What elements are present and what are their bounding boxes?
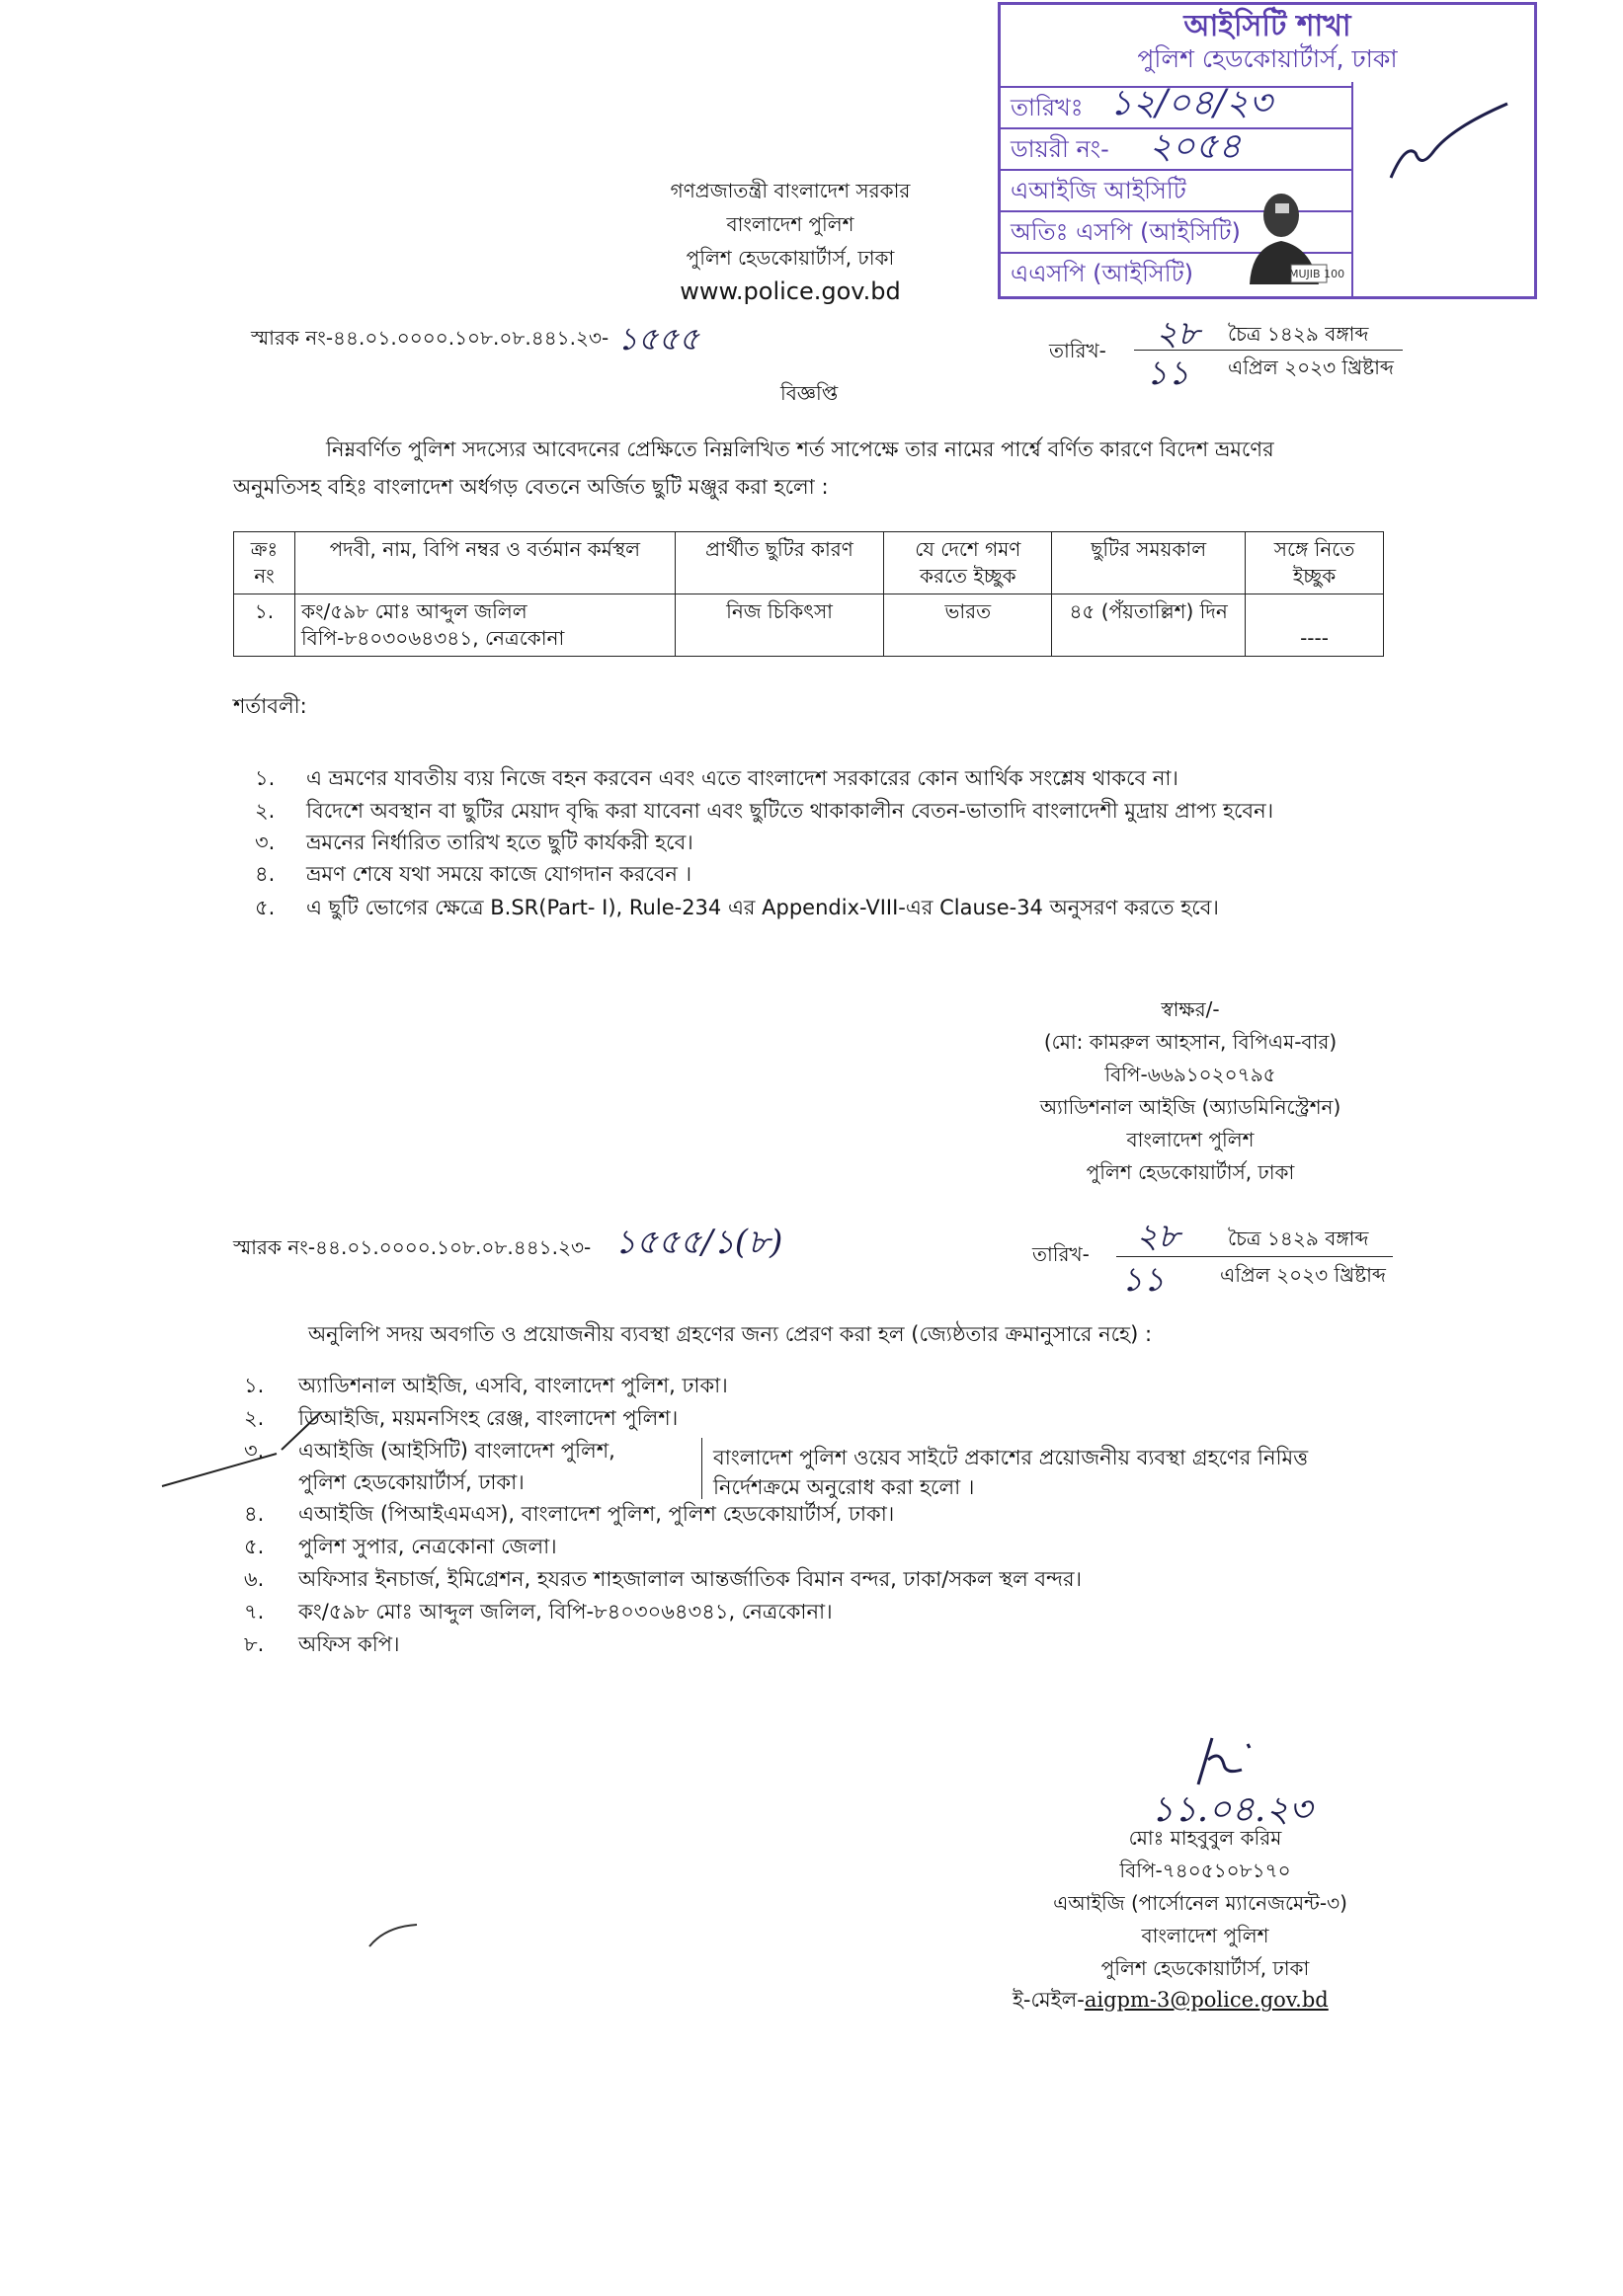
copy-number: ৭. <box>244 1600 265 1623</box>
copy-number: ৬. <box>244 1567 265 1591</box>
copy-number: ১. <box>244 1374 265 1397</box>
stamp-handwritten-diary: ২০৫৪ <box>1149 126 1242 167</box>
portrait-badge: MUJIB 100 <box>1289 268 1345 280</box>
copy-text: কং/৫৯৮ মোঃ আব্দুল জলিল, বিপি-৮৪০৩০৬৪৩৪১, নেত্রকোনা। <box>298 1600 833 1623</box>
copy-note-divider <box>701 1438 702 1499</box>
stamp-row-date: তারিখঃ <box>1001 86 1351 127</box>
copy-text: এআইজি (পিআইএমএস), বাংলাদেশ পুলিশ, পুলিশ হেডকোয়ার্টার্স, ঢাকা। <box>298 1502 895 1526</box>
cell-serial: ১. <box>234 594 295 657</box>
stamp-row-aig: এআইজি আইসিটি <box>1001 169 1351 210</box>
signature2-office: পুলিশ হেডকোয়ার্টার্স, ঢাকা <box>1100 1956 1310 1980</box>
stamp-row-addl-sp: অতিঃ এসপি (আইসিটি) <box>1001 210 1351 252</box>
memo1-english-date: এপ্রিল ২০২৩ খ্রিষ্টাব্দ <box>1228 356 1394 379</box>
signature1-designation: অ্যাডিশনাল আইজি (অ্যাডমিনিস্ট্রেশন) <box>1039 1095 1341 1119</box>
stamp-row-diary: ডায়রী নং- <box>1001 127 1351 169</box>
signature2-bp: বিপি-৭৪০৫১০৮১৭০ <box>1119 1859 1291 1882</box>
leave-table-header <box>234 532 1384 594</box>
intro-line-1: নিম্নবর্ণিত পুলিশ সদস্যের আবেদনের প্রেক্ষিতে নিম্নলিখিত শর্ত সাপেক্ষে তার নামের পার্শ্বে বর্ণিত কারণে বিদেশ ভ্রমণের <box>326 437 1274 461</box>
copy-number: ৩. <box>244 1439 265 1463</box>
conditions-title: শর্তাবলী: <box>233 694 307 718</box>
copy-text: পুলিশ সুপার, নেত্রকোনা জেলা। <box>298 1535 557 1558</box>
signature2-org: বাংলাদেশ পুলিশ <box>1141 1924 1269 1947</box>
letterhead-hq: পুলিশ হেডকোয়ার্টার্স, ঢাকা <box>686 246 895 270</box>
header-duration: ছুটির সময়কাল <box>1052 532 1246 594</box>
condition-number: ৩. <box>255 831 276 854</box>
cell-name-line2: বিপি-৮৪০৩০৬৪৩৪১, নেত্রকোনা <box>300 626 565 650</box>
condition-text: এ ভ্রমণের যাবতীয় ব্যয় নিজে বহন করবেন এবং এতে বাংলাদেশ সরকারের কোন আর্থিক সংশ্লেষ থাকবে না। <box>306 766 1178 790</box>
stamp-title: আইসিটি শাখা <box>1183 9 1351 43</box>
memo1-ref: স্মারক নং-৪৪.০১.০০০০.১০৮.০৮.৪৪১.২৩- <box>251 326 609 350</box>
copy-note-line1: বাংলাদেশ পুলিশ ওয়েব সাইটে প্রকাশের প্রয়োজনীয় ব্যবস্থা গ্রহণের নিমিত্ত <box>713 1446 1309 1469</box>
condition-number: ১. <box>255 766 276 790</box>
notice-title: বিজ্ঞপ্তি <box>780 381 839 405</box>
leave-table <box>233 531 1384 657</box>
intro-line-2: অনুমতিসহ বহিঃ বাংলাদেশ অর্ধগড় বেতনে অর্জিত ছুটি মঞ্জুর করা হলো : <box>233 475 829 499</box>
copy-text: অফিসার ইনচার্জ, ইমিগ্রেশন, হযরত শাহজালাল আন্তর্জাতিক বিমান বন্দর, ঢাকা/সকল স্থল বন্দর। <box>298 1567 1083 1591</box>
signature2-designation: এআইজি (পার্সোনেল ম্যানেজমেন্ট-৩) <box>1053 1891 1347 1915</box>
signature2-handwritten-date: ১১.০৪.২৩ <box>1151 1789 1313 1830</box>
copy-number: ২. <box>244 1406 265 1430</box>
header-reason: প্রার্থীত ছুটির কারণ <box>675 532 884 594</box>
condition-text: ভ্রমণ শেষে যথা সময়ে কাজে যোগদান করবেন । <box>306 862 692 886</box>
cell-companion: ---- <box>1246 594 1384 657</box>
copy-number: ৪. <box>244 1502 265 1526</box>
copy-number: ৫. <box>244 1535 265 1558</box>
letterhead-government: গণপ্রজাতন্ত্রী বাংলাদেশ সরকার <box>670 179 911 202</box>
signature1-name: (মো: কামরুল আহসান, বিপিএম-বার) <box>1043 1030 1338 1054</box>
copy-text: ডিআইজি, ময়মনসিংহ রেঞ্জ, বাংলাদেশ পুলিশ। <box>298 1406 679 1430</box>
cell-name <box>294 594 675 657</box>
copy-note-line2: নির্দেশক্রমে অনুরোধ করা হলো । <box>713 1475 975 1499</box>
letterhead-police: বাংলাদেশ পুলিশ <box>726 212 854 236</box>
signature1-bp: বিপি-৬৬৯১০২০৭৯৫ <box>1104 1063 1276 1086</box>
condition-number: ২. <box>255 799 276 823</box>
memo2-ref-handwritten: ১৫৫৫/১(৮) <box>614 1223 783 1262</box>
copy-text: এআইজি (আইসিটি) বাংলাদেশ পুলিশ, <box>298 1439 615 1463</box>
copy-text-line2: পুলিশ হেডকোয়ার্টার্স, ঢাকা। <box>298 1470 525 1494</box>
memo2-ref: স্মারক নং-৪৪.০১.০০০০.১০৮.০৮.৪৪১.২৩- <box>233 1235 592 1259</box>
header-name: পদবী, নাম, বিপি নম্বর ও বর্তমান কর্মস্থল <box>294 532 675 594</box>
signature2-initial <box>1190 1730 1259 1789</box>
stamp-divider <box>1351 82 1353 296</box>
memo1-date-handwritten-bottom: ১১ <box>1146 354 1190 393</box>
email-label: ই-মেইল- <box>1013 1988 1085 2012</box>
signature2-name: মোঃ মাহবুবুল করিম <box>1128 1826 1282 1850</box>
stamp-row-asp: এএসপি (আইসিটি) <box>1001 252 1351 293</box>
stamp-initial-mark <box>1381 84 1519 202</box>
header-country: যে দেশে গমণ করতে ইচ্ছুক <box>884 532 1052 594</box>
memo1-bangla-date: চৈত্র ১৪২৯ বঙ্গাব্দ <box>1228 322 1369 346</box>
table-row <box>234 594 1384 657</box>
memo1-date-handwritten-top: ২৮ <box>1156 314 1200 354</box>
copy-intro: অনুলিপি সদয় অবগতি ও প্রয়োজনীয় ব্যবস্থা গ্রহণের জন্য প্রেরণ করা হল (জ্যেষ্ঠতার ক্রমানুসারে নহে) : <box>308 1322 1153 1346</box>
condition-number: ৫. <box>255 896 276 919</box>
handwritten-stroke <box>158 1392 326 1491</box>
cell-name-line1: কং/৫৯৮ মোঃ আব্দুল জলিল <box>300 599 527 623</box>
condition-text: এ ছুটি ভোগের ক্ষেত্রে B.SR(Part- I), Rule-234 এর Appendix-VIII-এর Clause-34 অনুসরণ করতে হবে। <box>306 896 1219 919</box>
condition-text: ভ্রমনের নির্ধারিত তারিখ হতে ছুটি কার্যকরী হবে। <box>306 831 693 854</box>
cell-reason: নিজ চিকিৎসা <box>675 594 884 657</box>
memo2-date-handwritten-bottom: ১১ <box>1121 1260 1166 1300</box>
copy-text: অফিস কপি। <box>298 1632 400 1656</box>
condition-number: ৪. <box>255 862 276 886</box>
letterhead-website[interactable]: www.police.gov.bd <box>680 277 901 305</box>
memo1-ref-handwritten: ১৫৫৫ <box>617 320 700 357</box>
condition-text: বিদেশে অবস্থান বা ছুটির মেয়াদ বৃদ্ধি করা যাবেনা এবং ছুটিতে থাকাকালীন বেতন-ভাতাদি বাংলাদেশী মুদ্রায় প্রাপ্য হবেন। <box>306 799 1274 823</box>
email-link[interactable]: aigpm-3@police.gov.bd <box>1084 1988 1329 2012</box>
signature1-org: বাংলাদেশ পুলিশ <box>1126 1128 1255 1151</box>
stamp-subtitle: পুলিশ হেডকোয়ার্টার্স, ঢাকা <box>1137 44 1398 73</box>
header-companion: সঙ্গে নিতে ইচ্ছুক <box>1246 532 1384 594</box>
cell-country: ভারত <box>884 594 1052 657</box>
memo1-date-label: তারিখ- <box>1049 339 1106 362</box>
signature1-office: পুলিশ হেডকোয়ার্টার্স, ঢাকা <box>1086 1160 1295 1184</box>
cell-duration: ৪৫ (পঁয়তাল্লিশ) দিন <box>1052 594 1246 657</box>
copy-number: ৮. <box>244 1632 265 1656</box>
stray-pen-mark <box>365 1921 425 1950</box>
signature1-signed: স্বাক্ষর/- <box>1161 997 1220 1021</box>
signature2-email <box>1013 1985 1329 2015</box>
memo2-bangla-date: চৈত্র ১৪২৯ বঙ্গাব্দ <box>1228 1227 1369 1250</box>
memo2-english-date: এপ্রিল ২০২৩ খ্রিষ্টাব্দ <box>1220 1263 1386 1287</box>
memo2-date-label: তারিখ- <box>1032 1242 1090 1266</box>
copy-text: অ্যাডিশনাল আইজি, এসবি, বাংলাদেশ পুলিশ, ঢাকা। <box>298 1374 728 1397</box>
stamp-handwritten-date: ১২/০৪/২৩ <box>1109 83 1272 123</box>
header-serial: ক্রঃ নং <box>234 532 295 594</box>
memo2-date-handwritten-top: ২৮ <box>1136 1217 1180 1256</box>
